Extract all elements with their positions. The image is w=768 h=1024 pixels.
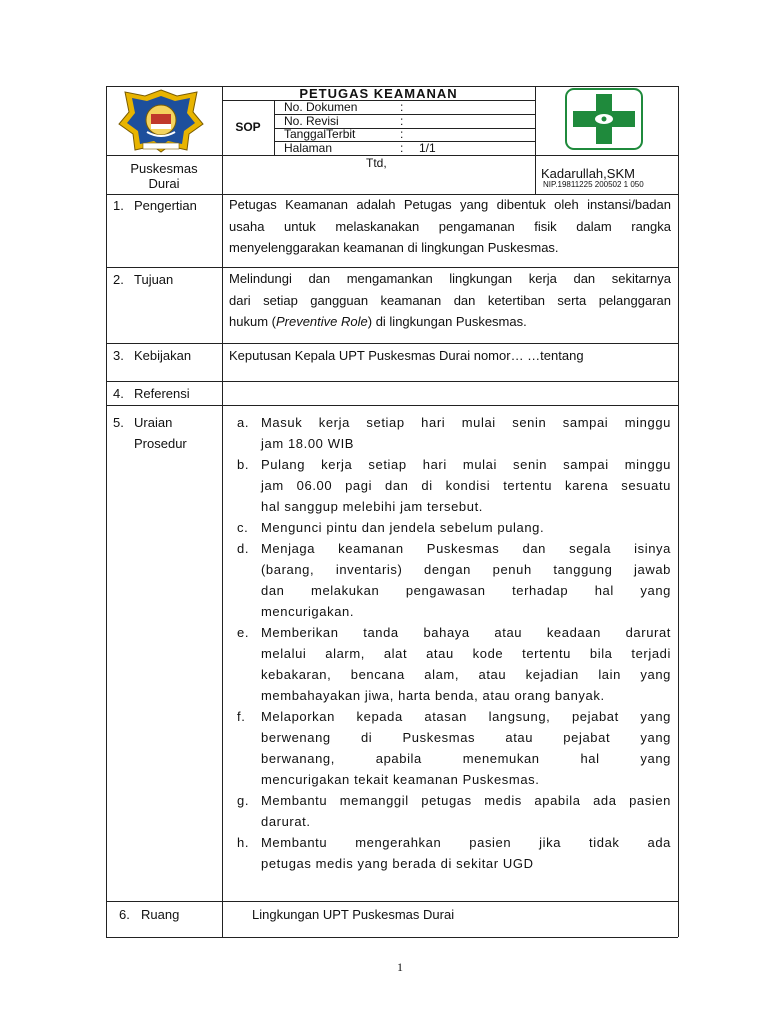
procedure-marker: a.	[237, 415, 250, 430]
section-label-referensi: Referensi	[134, 386, 190, 401]
page-number: 1	[397, 960, 403, 974]
section-label-pengertian: Pengertian	[134, 198, 197, 213]
tujuan-line-3	[229, 311, 671, 333]
procedure-marker: e.	[237, 625, 250, 640]
procedure-line: berwanang, apabila menemukan hal yang	[261, 751, 671, 766]
procedure-line: Menjaga keamanan Puskesmas dan segala isinya	[261, 541, 671, 556]
section-label-ruang: Ruang	[141, 907, 180, 922]
procedure-line: Pulang kerja setiap hari mulai senin sampai minggu	[261, 457, 671, 472]
table-column-divider	[222, 86, 223, 937]
sop-label: SOP	[235, 120, 261, 134]
pengertian-line: menyelenggarakan keamanan di lingkungan Puskesmas.	[229, 240, 559, 255]
section-number-5: 5.	[113, 415, 124, 430]
procedure-item-a	[237, 412, 671, 454]
procedure-marker: b.	[237, 457, 250, 472]
meta-label-no-dokumen: No. Dokumen	[284, 100, 358, 114]
table-border-left	[106, 86, 107, 937]
procedure-line: Membantu memanggil petugas medis apabila ada pasien	[261, 793, 671, 808]
row-line-3	[106, 381, 678, 382]
procedure-marker: c.	[237, 520, 249, 535]
procedure-line: dan melakukan pengawasan terhadap hal yang	[261, 583, 671, 598]
ruang-text: Lingkungan UPT Puskesmas Durai	[252, 907, 455, 922]
section-label-prosedur: Prosedur	[134, 436, 187, 451]
meta-sep-no-dokumen: :	[400, 100, 404, 114]
signature-ttd: Ttd,	[366, 156, 387, 170]
procedure-line: Mengunci pintu dan jendela sebelum pulang.	[261, 520, 545, 535]
signer-nip: NIP.19811225 200502 1 050	[543, 180, 644, 189]
tujuan-line: Melindungi dan mengamankan lingkungan kerja dan sekitarnya	[229, 271, 671, 286]
procedure-line: Melaporkan kepada atasan langsung, pejabat yang	[261, 709, 671, 724]
section-number-3: 3.	[113, 348, 124, 363]
procedure-line: kebakaran, bencana alam, atau kejadian lain yang	[261, 667, 671, 682]
section-label-uraian: Uraian	[134, 415, 173, 430]
procedure-marker: d.	[237, 541, 250, 556]
kebijakan-text: Keputusan Kepala UPT Puskesmas Durai nomor… …tentang	[229, 348, 584, 363]
procedure-item-g	[237, 790, 671, 832]
document-title: PETUGAS KEAMANAN	[299, 86, 458, 101]
procedure-item-f	[237, 706, 671, 790]
row-line-2	[106, 343, 678, 344]
pengertian-line: usaha untuk melaskanakan pengamanan fisik dalam rangka	[229, 218, 671, 234]
section-number-6: 6.	[119, 907, 130, 922]
procedure-line: melalui alarm, alat atau kode tertentu bila terjadi	[261, 646, 671, 661]
procedure-line: mencurigakan tekait keamanan Puskesmas.	[261, 772, 540, 787]
procedure-line: jam 06.00 pagi dan di kondisi tertentu karena sesuatu	[261, 478, 671, 493]
procedure-line: darurat.	[261, 814, 311, 829]
org-name-line2: Durai	[148, 176, 180, 191]
procedure-list	[237, 412, 671, 874]
section-number-4: 4.	[113, 386, 124, 401]
procedure-line: Masuk kerja setiap hari mulai senin sampai minggu	[261, 415, 671, 430]
org-name-line1: Puskesmas	[130, 161, 198, 176]
section-label-kebijakan: Kebijakan	[134, 348, 192, 363]
meta-sep-halaman: :	[400, 141, 404, 155]
procedure-marker: g.	[237, 793, 250, 808]
meta-sep-no-revisi: :	[400, 114, 404, 128]
procedure-line: petugas medis yang berada di sekitar UGD	[261, 856, 534, 871]
meta-label-tanggal-terbit: TanggalTerbit	[284, 127, 356, 141]
signer-name: Kadarullah,SKM	[541, 166, 635, 181]
row-line-4	[106, 405, 678, 406]
procedure-item-d	[237, 538, 671, 622]
procedure-line: berwenang di Puskesmas atau pejabat yang	[261, 730, 671, 745]
logo-row-bottom-left	[106, 155, 222, 156]
tujuan-line3-italic: Preventive Role	[275, 314, 368, 329]
header-divider-right	[535, 86, 536, 194]
meta-sep-tanggal-terbit: :	[400, 127, 404, 141]
procedure-item-e	[237, 622, 671, 706]
procedure-marker: f.	[237, 709, 246, 724]
procedure-line: jam 18.00 WIB	[261, 436, 355, 451]
procedure-line: Memberikan tanda bahaya atau keadaan darurat	[261, 625, 671, 640]
procedure-line: (barang, inventaris) dengan penuh tanggung jawab	[261, 562, 671, 577]
procedure-line: hal sanggup melebihi jam tersebut.	[261, 499, 484, 514]
section-number-1: 1.	[113, 198, 124, 213]
tujuan-line: dari setiap gangguan keamanan dan ketertiban serta pelanggaran	[229, 292, 671, 308]
procedure-line: membahayakan jiwa, harta benda, atau orang banyak.	[261, 688, 605, 703]
procedure-item-b	[237, 454, 671, 517]
meta-value-halaman: 1/1	[419, 141, 436, 155]
puskesmas-logo	[565, 88, 643, 150]
procedure-item-c	[237, 517, 671, 538]
section-number-2: 2.	[113, 272, 124, 287]
pengertian-text	[229, 194, 671, 259]
procedure-marker: h.	[237, 835, 250, 850]
tujuan-line3-post: ) di lingkungan Puskesmas.	[367, 314, 527, 329]
pengertian-line: Petugas Keamanan adalah Petugas yang dibentuk oleh instansi/badan	[229, 197, 671, 212]
row-line-5	[106, 901, 678, 902]
tujuan-line3-pre: hukum (	[229, 314, 276, 329]
section-label-tujuan: Tujuan	[134, 272, 174, 287]
logo-row-bottom-right	[535, 155, 678, 156]
table-border-right	[678, 86, 679, 937]
meta-label-no-revisi: No. Revisi	[284, 114, 339, 128]
procedure-item-h	[237, 832, 671, 874]
procedure-line: mencurigakan.	[261, 604, 355, 619]
table-border-bottom	[106, 937, 678, 938]
regional-emblem-logo	[117, 88, 205, 154]
procedure-line: Membantu mengerahkan pasien jika tidak ada	[261, 835, 671, 850]
meta-label-halaman: Halaman	[284, 141, 333, 155]
tujuan-text	[229, 268, 671, 333]
